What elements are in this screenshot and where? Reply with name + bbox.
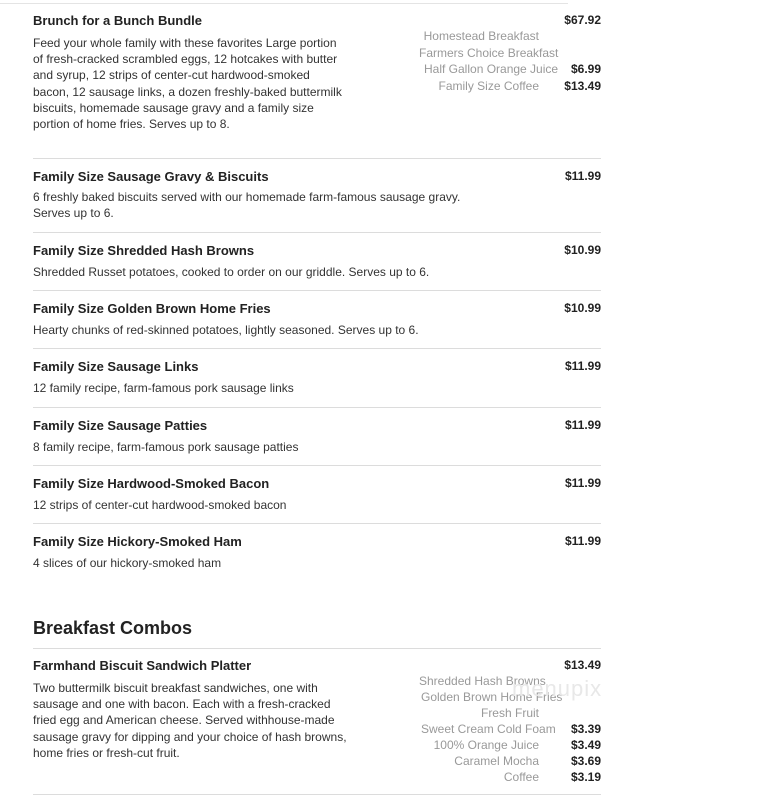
option-name: Caramel Mocha: [454, 754, 539, 768]
section-title: Breakfast Combos: [33, 618, 193, 638]
option-price: $3.69: [570, 754, 601, 768]
item-description: 6 freshly baked biscuits served with our homemade farm-famous sausage gravy. Serves up to 6.: [33, 190, 461, 221]
option-name: Family Size Coffee: [438, 78, 539, 93]
item-name: Family Size Shredded Hash Browns: [33, 243, 255, 258]
item-name: Family Size Hickory-Smoked Ham: [33, 534, 242, 549]
option-row[interactable]: [416, 738, 601, 754]
item-price: $11.99: [564, 418, 601, 432]
menu-item[interactable]: [33, 291, 601, 349]
menu-item[interactable]: [33, 159, 601, 233]
menu-item[interactable]: [33, 408, 601, 466]
item-price: $11.99: [564, 534, 601, 548]
option-price: $13.49: [564, 78, 601, 93]
menu-item[interactable]: [33, 466, 601, 524]
menu-item[interactable]: [33, 233, 601, 291]
item-price: $10.99: [564, 243, 601, 257]
item-description: 12 family recipe, farm-famous pork sausage links: [33, 381, 294, 395]
option-name: 100% Orange Juice: [433, 738, 539, 752]
item-price: $67.92: [564, 13, 601, 27]
option-price: $3.19: [570, 770, 601, 784]
item-options: [416, 29, 601, 95]
option-name: Coffee: [503, 770, 539, 784]
item-description: 12 strips of center-cut hardwood-smoked bacon: [33, 498, 287, 512]
menu-item[interactable]: [33, 349, 601, 408]
option-name: Sweet Cream Cold Foam: [421, 722, 556, 736]
item-name: Farmhand Biscuit Sandwich Platter: [33, 658, 252, 673]
option-row[interactable]: [416, 29, 601, 46]
menu-item[interactable]: [33, 524, 601, 594]
option-name: Shredded Hash Browns: [419, 674, 546, 688]
item-description: 8 family recipe, farm-famous pork sausage patties: [33, 440, 299, 454]
item-name: Brunch for a Bunch Bundle: [33, 13, 202, 28]
option-name: Farmers Choice Breakfast: [419, 45, 559, 60]
option-row[interactable]: [416, 706, 601, 722]
section-header: [33, 594, 601, 648]
option-name: Golden Brown Home Fries: [421, 690, 563, 704]
option-price: $6.99: [570, 62, 601, 76]
option-row[interactable]: [416, 770, 601, 786]
option-price: $3.49: [570, 738, 601, 752]
item-name: Family Size Sausage Gravy & Biscuits: [33, 169, 269, 184]
item-name: Family Size Sausage Links: [33, 359, 199, 374]
item-price: $13.49: [564, 658, 601, 672]
menu-item[interactable]: [33, 649, 601, 795]
option-row[interactable]: [416, 754, 601, 770]
option-row[interactable]: [416, 79, 601, 96]
item-price: $11.99: [564, 359, 601, 373]
item-description: Feed your whole family with these favorites Large portion of fresh-cracked scrambled eggs, 12 hotcakes with butter and syrup, 12 strips of center-cut hardwood-smoked bacon, 12 sausage links, a dozen freshly-baked buttermilk biscuits, homemade sausage gravy and a family size portion of home fries. Serves up to 8.: [33, 36, 342, 132]
item-description: Two buttermilk biscuit breakfast sandwiches, one with sausage and one with bacon. Each with a fresh-cracked fried egg and American cheese. Served withhouse-made sausage gravy for dipping and your choice of hash browns, home fries or fresh-cut fruit.: [33, 681, 347, 760]
item-description: Hearty chunks of red-skinned potatoes, lightly seasoned. Serves up to 6.: [33, 323, 419, 337]
item-price: $10.99: [564, 301, 601, 315]
item-price: $11.99: [564, 169, 601, 183]
menu-item[interactable]: [33, 0, 601, 159]
option-name: Fresh Fruit: [480, 706, 539, 720]
option-name: Half Gallon Orange Juice: [424, 62, 559, 76]
option-name: Homestead Breakfast: [423, 29, 539, 43]
item-name: Family Size Golden Brown Home Fries: [33, 301, 271, 316]
option-row[interactable]: [416, 46, 601, 63]
option-row[interactable]: [416, 722, 601, 738]
item-price: $11.99: [564, 476, 601, 490]
item-name: Family Size Hardwood-Smoked Bacon: [33, 476, 270, 491]
option-price: $3.39: [570, 722, 601, 736]
item-name: Family Size Sausage Patties: [33, 418, 208, 433]
watermark-logo: menupix: [512, 676, 603, 701]
item-description: 4 slices of our hickory-smoked ham: [33, 556, 222, 570]
option-row[interactable]: [416, 62, 601, 79]
item-description: Shredded Russet potatoes, cooked to order on our griddle. Serves up to 6.: [33, 265, 430, 279]
